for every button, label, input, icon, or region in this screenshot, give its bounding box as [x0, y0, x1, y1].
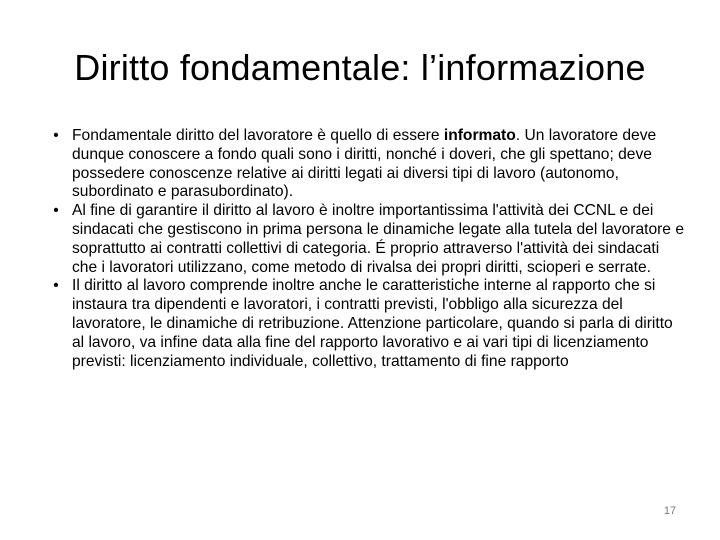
bullet-text	[72, 127, 656, 200]
bullet-icon: •	[53, 127, 59, 144]
page-number: 17	[663, 505, 677, 517]
bullet-icon: •	[53, 277, 59, 295]
bullet-item-ccnl-sindacati	[46, 202, 686, 277]
bullet-text: Al fine di garantire il diritto al lavoro è inoltre importantissima l'attività dei CCNL e dei sindacati che gestiscono in prima persona le dinamiche legate alla tutela del lavoratore e soprattutto ai contratti collettivi di categoria. É proprio attraverso l'attività dei sindacati che i lavoratori utilizzano, come metodo di rivalsa dei propri diritti, scioperi e serrate.	[72, 202, 684, 276]
bullet-text-emphasis: informato	[443, 127, 516, 144]
bullet-item-rapporto-lavoro	[46, 277, 686, 371]
bullet-text-end: . Un lavoratore deve dunque conoscere a fondo quali sono i diritti, nonché i doveri, che gli spettano; deve possedere conoscenze relative ai diritti legati ai diversi tipi di lavoro (autonomo, subordinato e parasubordinato).	[72, 127, 657, 201]
bullet-item-informato	[46, 127, 686, 202]
bullet-text: Il diritto al lavoro comprende inoltre anche le caratteristiche interne al rapporto che si instaura tra dipendenti e lavoratori, i contratti previsti, l'obbligo alla sicurezza del lavoratore, le dinamiche di retribuzione. Attenzione particolare, quando si parla di diritto al lavoro, va infine data alla fine del rapporto lavorativo e ai vari tipi di licenziamento previsti: licenziamento individuale, collettivo, trattamento di fine rapporto	[72, 277, 673, 370]
bullet-list	[46, 127, 686, 371]
bullet-text-start: Fondamentale diritto del lavoratore è quello di essere	[72, 127, 444, 144]
slide-title: Diritto fondamentale: l’informazione	[74, 47, 646, 88]
bullet-icon: •	[53, 202, 59, 220]
